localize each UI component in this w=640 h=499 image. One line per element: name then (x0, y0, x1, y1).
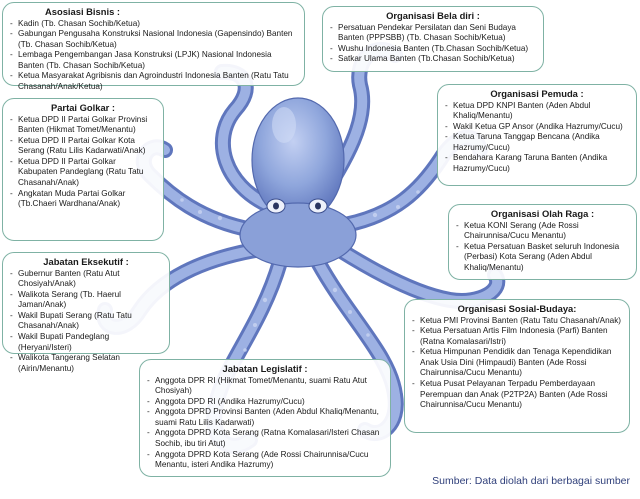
group-organisasi-sosial-budaya (404, 299, 630, 433)
group-jabatan-eksekutif (2, 252, 170, 373)
list-item: - Ketua Persatuan Artis Film Indonesia (Parfi) Banten (Ratna Komalasari/Istri) (411, 326, 623, 347)
group-title: Jabatan Eksekutif : (43, 256, 129, 267)
list-item: - Wakil Ketua GP Ansor (Andika Hazrumy/Cucu) (444, 122, 630, 133)
group-organisasi-bela-diri (322, 6, 544, 72)
list-item: - Ketua Himpunan Pendidik dan Tenaga Kependidikan Anak Usia Dini (Himpaudi) Banten (Ade Rossi Chairunnisa/Cucu Menantu) (411, 347, 623, 379)
list-item: - Persatuan Pendekar Persilatan dan Seni Budaya Banten (PPPSBB) (Tb. Chasan Sochib/Ketua) (329, 23, 537, 44)
list-item: - Angkatan Muda Partai Golkar (Tb.Chaeri Wardhana/Anak) (9, 189, 157, 210)
list-item: - Anggota DPD RI (Andika Hazrumy/Cucu) (146, 397, 384, 408)
group-title: Organisasi Sosial-Budaya: (457, 303, 577, 314)
group-title: Organisasi Bela diri : (386, 10, 480, 21)
list-item: - Wakil Bupati Serang (Ratu Tatu Chasanah/Anak) (9, 311, 163, 332)
list-item: - Wushu Indonesia Banten (Tb.Chasan Sochib/Ketua) (329, 44, 537, 55)
group-title: Organisasi Pemuda : (490, 88, 584, 99)
list-item: - Kadin (Tb. Chasan Sochib/Ketua) (9, 19, 298, 30)
group-jabatan-legislatif (139, 359, 391, 477)
list-item: - Ketua Pusat Pelayanan Terpadu Pemberdayaan Perempuan dan Anak (P2TP2A) Banten (Ade Rossi Chairunnisa/Cucu Menantu) (411, 379, 623, 411)
list-item: - Walikota Tangerang Selatan (Airin/Menantu) (9, 353, 163, 374)
list-item: - Anggota DPR RI (Hikmat Tomet/Menantu, suami Ratu Atut Chosiyah) (146, 376, 384, 397)
group-title: Partai Golkar : (50, 102, 116, 113)
group-asosiasi-bisnis (2, 2, 305, 92)
list-item: - Lembaga Pengembangan Jasa Konstruksi (LPJK) Nasional Indonesia Banten (Tb. Chasan Sochib/Ketua) (9, 50, 298, 71)
list-item: - Ketua DPD KNPI Banten (Aden Abdul Khaliq/Menantu) (444, 101, 630, 122)
list-item: - Ketua DPD II Partai Golkar Kabupaten Pandeglang (Ratu Tatu Chasanah/Anak) (9, 157, 157, 189)
list-item: - Walikota Serang (Tb. Haerul Jaman/Anak) (9, 290, 163, 311)
group-organisasi-olah-raga (448, 204, 637, 280)
group-title: Organisasi Olah Raga : (490, 208, 595, 219)
list-item: - Gabungan Pengusaha Konstruksi Nasional Indonesia (Gapensindo) Banten (Tb. Chasan Sochib/Ketua) (9, 29, 298, 50)
list-item: - Ketua Masyarakat Agribisnis dan Agroindustri Indonesia Banten (Ratu Tatu Chasanah/Anak/Ketua) (9, 71, 298, 92)
list-item: - Ketua PMI Provinsi Banten (Ratu Tatu Chasanah/Anak) (411, 316, 623, 327)
list-item: - Satkar Ulama Banten (Tb.Chasan Sochib/Ketua) (329, 54, 537, 65)
source-note: Sumber: Data diolah dari berbagai sumber (432, 475, 630, 487)
group-title: Asosiasi Bisnis : (45, 6, 121, 17)
group-organisasi-pemuda (437, 84, 637, 186)
list-item: - Anggota DPRD Provinsi Banten (Aden Abdul Khaliq/Menantu, suami Ratu Lilis Kadarwati) (146, 407, 384, 428)
list-item: - Ketua DPD II Partai Golkar Kota Serang (Ratu Lilis Kadarwati/Anak) (9, 136, 157, 157)
group-title: Jabatan Legislatif : (222, 363, 308, 374)
list-item: - Ketua KONI Serang (Ade Rossi Chairunnisa/Cucu Menantu) (455, 221, 630, 242)
list-item: - Anggota DPRD Kota Serang (Ade Rossi Chairunnisa/Cucu Menantu, isteri Andika Hazrumy) (146, 450, 384, 471)
list-item: - Wakil Bupati Pandeglang (Heryani/Isteri) (9, 332, 163, 353)
list-item: - Bendahara Karang Taruna Banten (Andika Hazrumy/Cucu) (444, 153, 630, 174)
list-item: - Gubernur Banten (Ratu Atut Chosiyah/Anak) (9, 269, 163, 290)
list-item: - Anggota DPRD Kota Serang (Ratna Komalasari/Isteri Chasan Sochib, ibu tiri Atut) (146, 428, 384, 449)
list-item: - Ketua Taruna Tanggap Bencana (Andika Hazrumy/Cucu) (444, 132, 630, 153)
list-item: - Ketua Persatuan Basket seluruh Indonesia (Perbasi) Kota Serang (Aden Abdul Khaliq/Menantu) (455, 242, 630, 274)
group-partai-golkar (2, 98, 164, 241)
list-item: - Ketua DPD II Partai Golkar Provinsi Banten (Hikmat Tomet/Menantu) (9, 115, 157, 136)
